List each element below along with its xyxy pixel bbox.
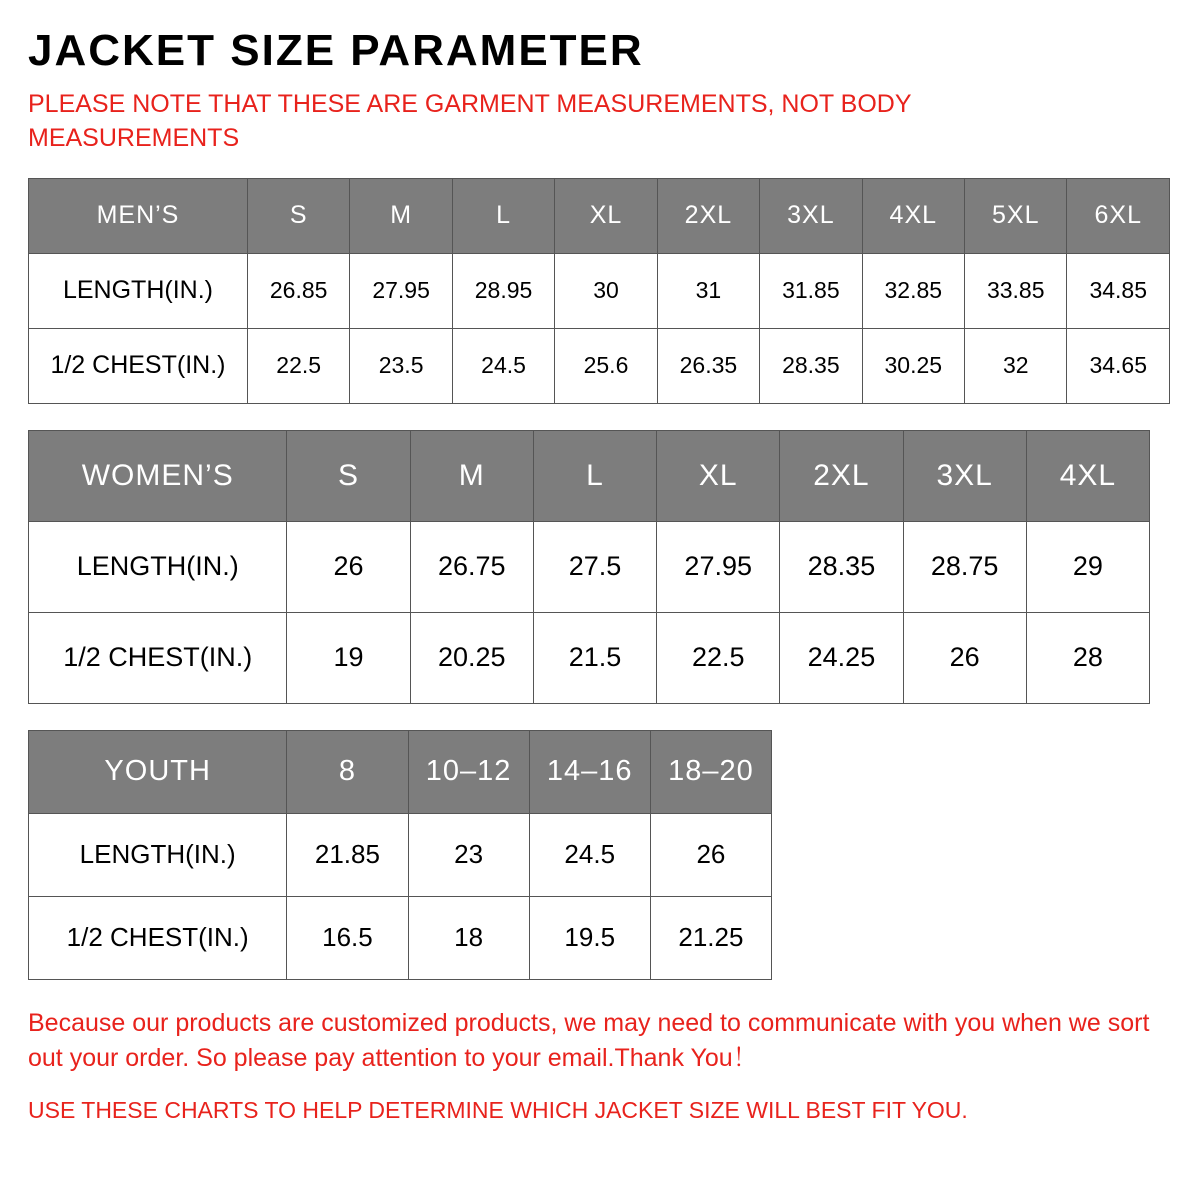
header-cell-category: MEN’S: [29, 178, 248, 253]
data-cell: 28.35: [760, 328, 862, 403]
customization-note: Because our products are customized products, we may need to communicate with you when we sort out your order. So please pay attention to your email.Thank You！: [28, 1008, 1150, 1072]
data-cell: 26.75: [410, 521, 533, 612]
data-cell: 27.95: [350, 253, 452, 328]
table-header-row: [29, 730, 772, 813]
data-cell: 24.5: [529, 813, 650, 896]
data-cell: 25.6: [555, 328, 657, 403]
header-cell-size: M: [410, 430, 533, 521]
row-label: 1/2 CHEST(IN.): [29, 612, 287, 703]
header-cell-size: M: [350, 178, 452, 253]
data-cell: 23.5: [350, 328, 452, 403]
data-cell: 28.35: [780, 521, 903, 612]
header-cell-size: 4XL: [862, 178, 964, 253]
data-cell: 31.85: [760, 253, 862, 328]
header-cell-size: L: [452, 178, 554, 253]
data-cell: 26: [650, 813, 771, 896]
data-cell: 28.75: [903, 521, 1026, 612]
header-cell-size: 2XL: [780, 430, 903, 521]
table-header-row: [29, 178, 1170, 253]
header-cell-size: 8: [287, 730, 408, 813]
header-cell-size: S: [247, 178, 349, 253]
data-cell: 26.85: [247, 253, 349, 328]
data-cell: 29: [1026, 521, 1149, 612]
header-cell-size: XL: [555, 178, 657, 253]
header-cell-size: 5XL: [965, 178, 1067, 253]
data-cell: 16.5: [287, 896, 408, 979]
mens-size-table: [28, 178, 1170, 404]
header-cell-size: 18–20: [650, 730, 771, 813]
table-row: [29, 612, 1150, 703]
data-cell: 18: [408, 896, 529, 979]
data-cell: 34.65: [1067, 328, 1170, 403]
header-cell-category: YOUTH: [29, 730, 287, 813]
data-cell: 22.5: [657, 612, 780, 703]
footer-notes: [28, 1006, 1172, 1126]
header-cell-size: 4XL: [1026, 430, 1149, 521]
data-cell: 21.5: [533, 612, 656, 703]
data-cell: 19: [287, 612, 410, 703]
data-cell: 30: [555, 253, 657, 328]
data-cell: 26: [903, 612, 1026, 703]
row-label: LENGTH(IN.): [29, 813, 287, 896]
table-row: [29, 896, 772, 979]
header-cell-size: L: [533, 430, 656, 521]
row-label: LENGTH(IN.): [29, 521, 287, 612]
data-cell: 22.5: [247, 328, 349, 403]
data-cell: 32.85: [862, 253, 964, 328]
table-row: [29, 813, 772, 896]
data-cell: 20.25: [410, 612, 533, 703]
table-header-row: [29, 430, 1150, 521]
header-cell-size: S: [287, 430, 410, 521]
data-cell: 32: [965, 328, 1067, 403]
data-cell: 27.95: [657, 521, 780, 612]
data-cell: 28: [1026, 612, 1149, 703]
data-cell: 33.85: [965, 253, 1067, 328]
youth-size-table: [28, 730, 772, 980]
header-cell-size: 2XL: [657, 178, 759, 253]
chart-usage-note: USE THESE CHARTS TO HELP DETERMINE WHICH JACKET SIZE WILL BEST FIT YOU.: [28, 1096, 968, 1123]
womens-size-table: [28, 430, 1150, 704]
data-cell: 26.35: [657, 328, 759, 403]
data-cell: 34.85: [1067, 253, 1170, 328]
page-title: JACKET SIZE PARAMETER: [28, 26, 644, 75]
header-cell-size: XL: [657, 430, 780, 521]
header-cell-size: 10–12: [408, 730, 529, 813]
header-cell-size: 3XL: [760, 178, 862, 253]
row-label: 1/2 CHEST(IN.): [29, 896, 287, 979]
data-cell: 23: [408, 813, 529, 896]
data-cell: 21.85: [287, 813, 408, 896]
table-row: [29, 328, 1170, 403]
header-cell-size: 14–16: [529, 730, 650, 813]
data-cell: 19.5: [529, 896, 650, 979]
table-row: [29, 521, 1150, 612]
row-label: LENGTH(IN.): [29, 253, 248, 328]
data-cell: 26: [287, 521, 410, 612]
data-cell: 30.25: [862, 328, 964, 403]
data-cell: 28.95: [452, 253, 554, 328]
data-cell: 24.25: [780, 612, 903, 703]
row-label: 1/2 CHEST(IN.): [29, 328, 248, 403]
data-cell: 27.5: [533, 521, 656, 612]
data-cell: 31: [657, 253, 759, 328]
data-cell: 24.5: [452, 328, 554, 403]
header-cell-size: 3XL: [903, 430, 1026, 521]
header-cell-category: WOMEN’S: [29, 430, 287, 521]
measurement-note: PLEASE NOTE THAT THESE ARE GARMENT MEASUREMENTS, NOT BODY MEASUREMENTS: [28, 90, 912, 152]
header-cell-size: 6XL: [1067, 178, 1170, 253]
table-row: [29, 253, 1170, 328]
data-cell: 21.25: [650, 896, 771, 979]
